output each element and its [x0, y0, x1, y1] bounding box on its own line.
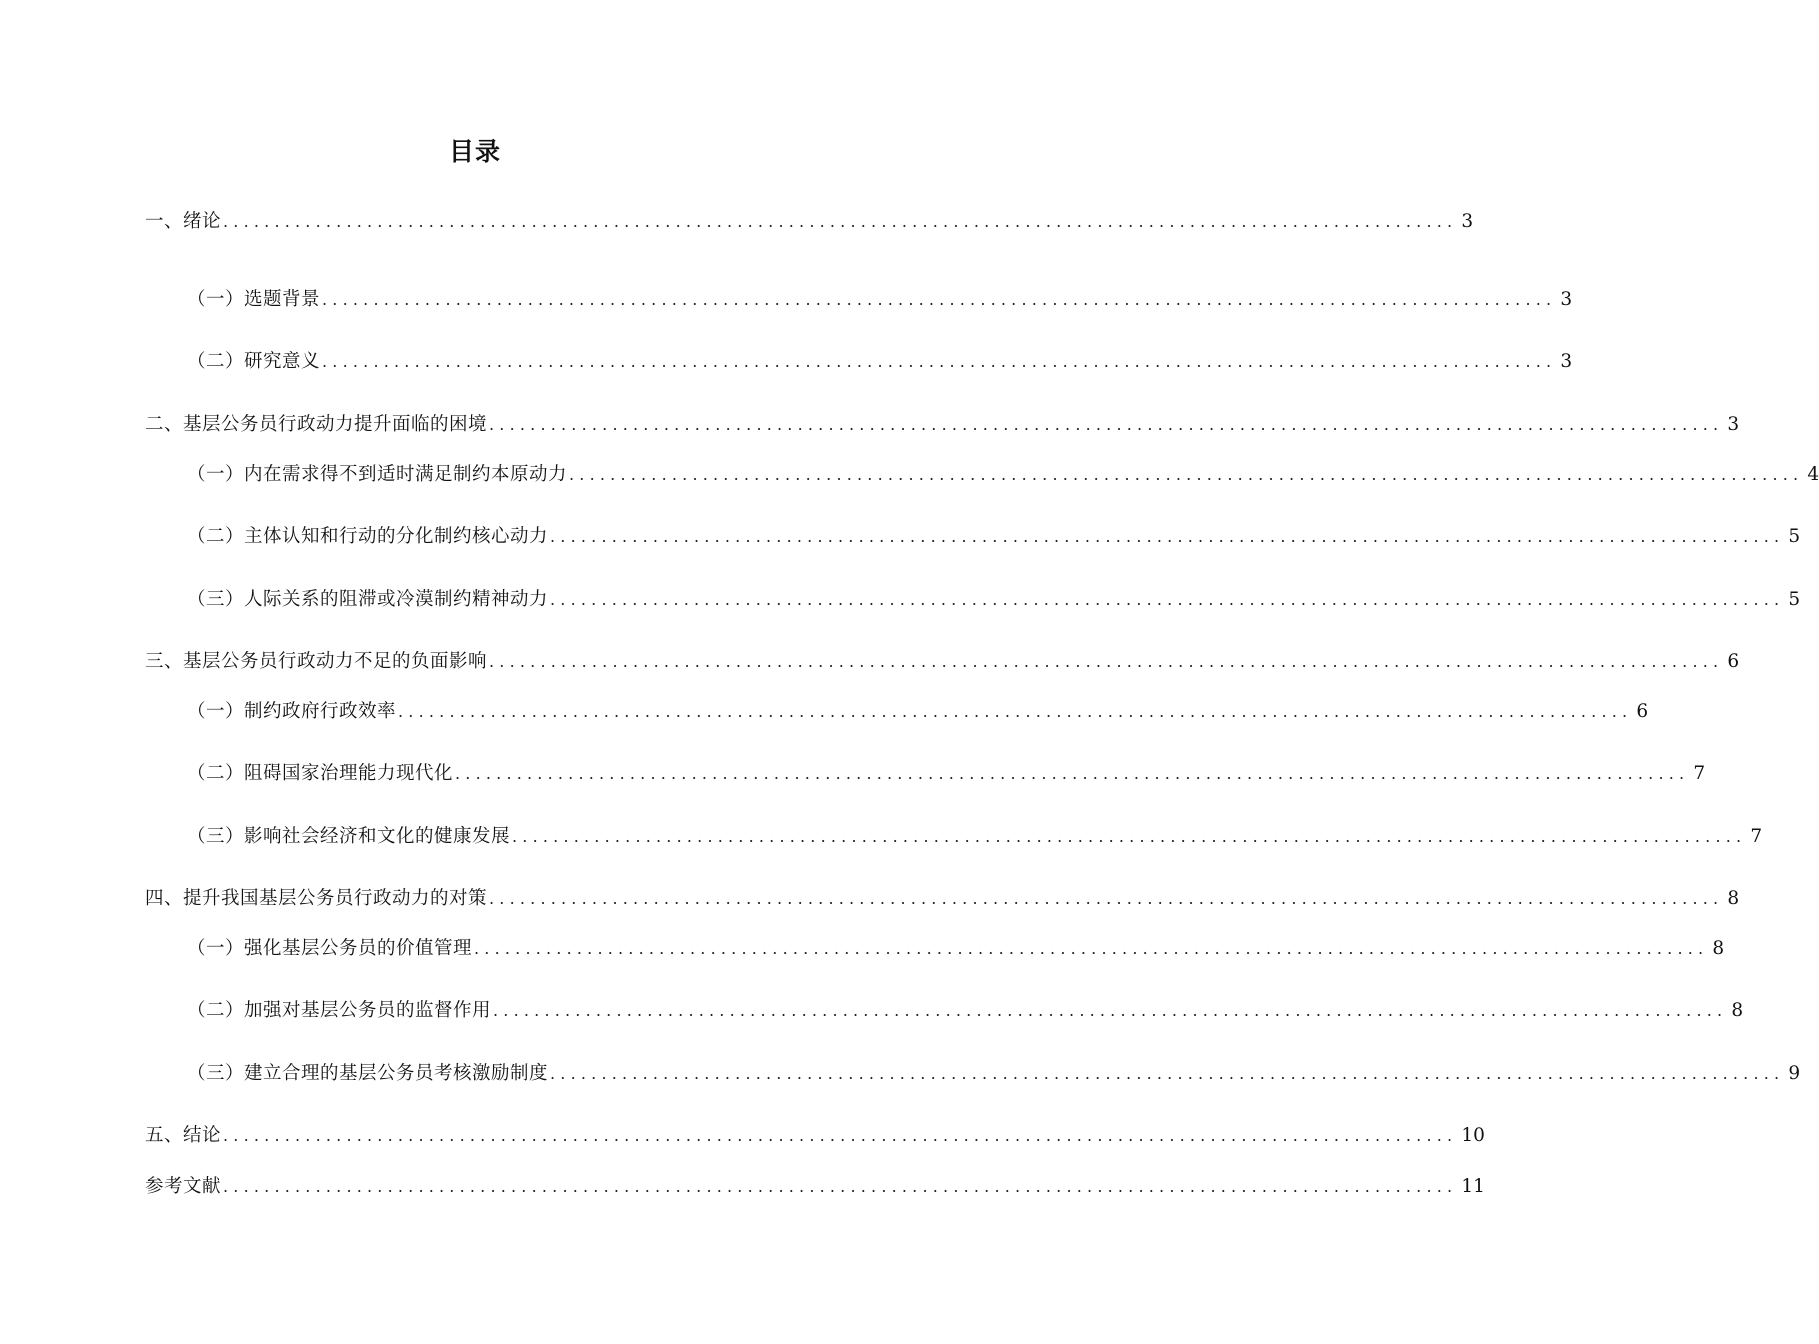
- toc-page-number: 11: [1461, 1176, 1485, 1197]
- toc-entry: [187, 522, 1801, 552]
- toc-entry: [187, 934, 1725, 964]
- toc-leader-dots: ........................................................................................................................: [322, 352, 1557, 371]
- toc-entry: [187, 697, 1649, 727]
- toc-entry-text: 三、基层公务员行政动力不足的负面影响: [145, 651, 488, 672]
- toc-page-number: 7: [1693, 763, 1706, 784]
- toc-page-number: 9: [1788, 1063, 1801, 1084]
- page-title: 目录: [448, 137, 501, 166]
- toc-entry-text: （一）制约政府行政效率: [187, 701, 397, 722]
- toc-leader-dots: ........................................................................................................................: [223, 1126, 1458, 1145]
- toc-page-number: 5: [1788, 589, 1801, 610]
- toc-entry: [145, 410, 1740, 440]
- toc-entry-text: （二）主体认知和行动的分化制约核心动力: [187, 526, 549, 547]
- toc-leader-dots: ........................................................................................................................: [474, 939, 1709, 958]
- toc-page-number: 3: [1560, 289, 1573, 310]
- toc-entry-text: （一）强化基层公务员的价值管理: [187, 938, 473, 959]
- toc-entry-text: 参考文献: [145, 1176, 222, 1197]
- toc-entry-text: 四、提升我国基层公务员行政动力的对策: [145, 888, 488, 909]
- toc-leader-dots: ........................................................................................................................: [455, 764, 1690, 783]
- toc-entry-text: （三）建立合理的基层公务员考核激励制度: [187, 1063, 549, 1084]
- toc-leader-dots: ........................................................................................................................: [223, 212, 1458, 231]
- toc-entry-text: （三）人际关系的阻滞或冷漠制约精神动力: [187, 589, 549, 610]
- toc-entry: [187, 759, 1706, 789]
- toc-entry: [145, 647, 1740, 677]
- toc-page-number: 5: [1788, 526, 1801, 547]
- toc-leader-dots: ........................................................................................................................: [550, 1064, 1785, 1083]
- toc-page-number: 7: [1750, 826, 1763, 847]
- toc-leader-dots: ........................................................................................................................: [493, 1001, 1728, 1020]
- toc-entry-text: （二）研究意义: [187, 351, 321, 372]
- toc-entry: [145, 884, 1740, 914]
- toc-entry: [187, 285, 1573, 315]
- toc-entry-text: （二）加强对基层公务员的监督作用: [187, 1000, 492, 1021]
- toc-entry-text: （二）阻碍国家治理能力现代化: [187, 763, 454, 784]
- toc-entry: [145, 1121, 1485, 1151]
- toc-page-number: 6: [1636, 701, 1649, 722]
- toc-page-number: 4: [1807, 464, 1819, 485]
- toc-leader-dots: ........................................................................................................................: [223, 1177, 1458, 1196]
- toc-page-number: 3: [1560, 351, 1573, 372]
- toc-entry-text: 一、绪论: [145, 211, 222, 232]
- toc-leader-dots: ........................................................................................................................: [398, 702, 1633, 721]
- toc-entry: [187, 460, 1819, 490]
- toc-leader-dots: ........................................................................................................................: [489, 889, 1724, 908]
- toc-entry: [187, 1059, 1801, 1089]
- toc-leader-dots: ........................................................................................................................: [550, 527, 1785, 546]
- toc-leader-dots: ........................................................................................................................: [489, 652, 1724, 671]
- toc-entry: [187, 822, 1763, 852]
- toc-entry-text: （一）选题背景: [187, 289, 321, 310]
- toc-leader-dots: ........................................................................................................................: [569, 465, 1804, 484]
- toc-entry: [187, 996, 1744, 1026]
- toc-page-number: 8: [1727, 888, 1740, 909]
- toc-page-number: 10: [1461, 1125, 1485, 1146]
- toc-page-number: 6: [1727, 651, 1740, 672]
- toc-leader-dots: ........................................................................................................................: [550, 590, 1785, 609]
- toc-entry-text: （一）内在需求得不到适时满足制约本原动力: [187, 464, 568, 485]
- toc-leader-dots: ........................................................................................................................: [489, 415, 1724, 434]
- toc-entry: [187, 585, 1801, 615]
- toc-page-number: 8: [1712, 938, 1725, 959]
- toc-page-number: 8: [1731, 1000, 1744, 1021]
- toc-page-number: 3: [1461, 211, 1474, 232]
- toc-entry: [145, 207, 1474, 237]
- toc-entry: [187, 347, 1573, 377]
- toc-entry-text: 二、基层公务员行政动力提升面临的困境: [145, 414, 488, 435]
- toc-entry-text: （三）影响社会经济和文化的健康发展: [187, 826, 511, 847]
- toc-page-number: 3: [1727, 414, 1740, 435]
- toc-leader-dots: ........................................................................................................................: [322, 290, 1557, 309]
- toc-entry: [145, 1172, 1485, 1202]
- toc-entry-text: 五、结论: [145, 1125, 222, 1146]
- toc-leader-dots: ........................................................................................................................: [512, 827, 1747, 846]
